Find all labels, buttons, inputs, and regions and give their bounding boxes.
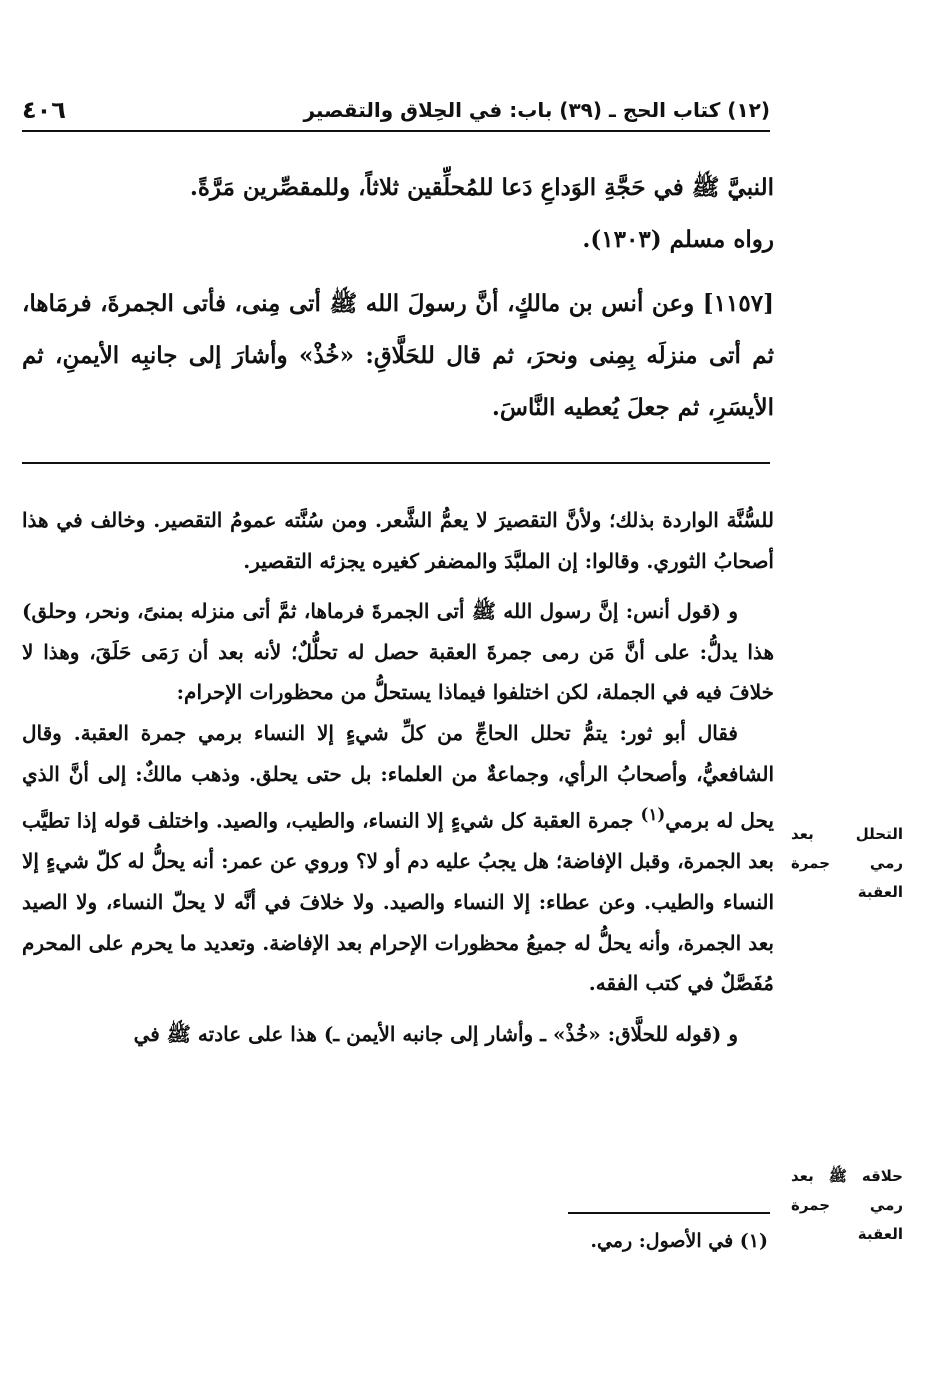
hadith-1157: [١١٥٧] وعن أنس بن مالكٍ، أنَّ رسولَ الله ﷺ أتى مِنى، فأتى الجمرةَ، فرمَاها، ثم أتى منزلَه بِمِنى ونحرَ، ثم قال للحَلَّاقِ: «خُذْ» وأشارَ إلى جانبِه الأيمنِ، ثم الأيسَرِ، ثم جعلَ يُعطيه النَّاسَ.: [22, 290, 774, 421]
commentary-para-3: [22, 713, 774, 1004]
footnote-1: (١) في الأصول: رمي.: [590, 1230, 768, 1252]
text-commentary-divider: [22, 462, 770, 464]
hadith-continuation: النبيَّ ﷺ في حَجَّةِ الوَداعِ دَعا للمُحلِّقين ثلاثاً، وللمقصِّرين مَرَّةً.: [189, 174, 774, 201]
para-3-part-2: جمرة العقبة كل شيءٍ إلا النساء، والطيب، والصيد. واختلف قوله إذا تطيَّب بعد الجمرة، وقبل الإفاضة؛ هل يجبُ عليه دم أو لا؟ وروي عن عمر: أنه يحلُّ له كلّ شيءٍ إلا النساء والطيب. وعن عطاء: إلا النساء والصيد. ولا خلافَ في أنَّه لا يحلّ النساء، ولا الصيد بعد الجمرة، وأنه يحلُّ له جميعُ محظورات الإحرام بعد الإفاضة. وتعديد ما يحرم على المحرم مُفَصَّلٌ في كتب الفقه.: [22, 808, 774, 996]
commentary-para-2: و (قول أنس: إنَّ رسول الله ﷺ أتى الجمرةَ فرماها، ثمَّ أتى منزله بمنىً، ونحر، وحلق) هذا يدلُّ: على أنَّ مَن رمى جمرةَ العقبة حصل له تحلُّلٌ؛ لأنه بعد أن رَمَى حَلَقَ، وهذا لا خلافَ فيه في الجملة، لكن اختلفوا فيماذا يستحلُّ من محظورات الإحرام:: [22, 599, 774, 705]
commentary: [22, 500, 774, 1054]
hadith-source: رواه مسلم (١٣٠٣).: [582, 226, 774, 253]
para-3-part-1: فقال أبو ثور: يتمُّ تحلل الحاجِّ من كلِّ شيءٍ إلا النساء برمي جمرة العقبة. وقال الشافعيُّ، وأصحابُ الرأي، وجماعةٌ من العلماء: بل حتى يحلق. وذهب مالكٌ: إلى أنَّ الذي يحل له برمي: [22, 720, 774, 833]
commentary-para-1: للسُّنَّة الواردة بذلك؛ ولأنَّ التقصيرَ لا يعمُّ الشَّعر. ومن سُنَّته عمومُ التقصير. وخالف في هذا أصحابُ الثوري. وقالوا: إن الملبَّدَ والمضفر كغيره يجزئه التقصير.: [22, 508, 774, 573]
footnote-ref-1: (١): [640, 804, 666, 825]
header-rule: [22, 130, 770, 132]
footnote-rule: [568, 1212, 770, 1214]
margin-note-tahallul: التحلل بعد رمي جمرة العقبة: [791, 825, 903, 901]
running-title: (١٢) كتاب الحج ـ (٣٩) باب: في الحِلاق والتقصير: [303, 98, 770, 122]
page-number: ٤٠٦: [22, 96, 66, 124]
commentary-para-4: و (قوله للحلَّاق: «خُذْ» ـ وأشار إلى جانبه الأيمن ـ) هذا على عادته ﷺ في: [133, 1021, 738, 1046]
hadith-text: [22, 162, 774, 434]
margin-note-halq: حلاقه ﷺ بعد رمي جمرة العقبة: [791, 1167, 903, 1243]
running-header: [22, 92, 770, 128]
